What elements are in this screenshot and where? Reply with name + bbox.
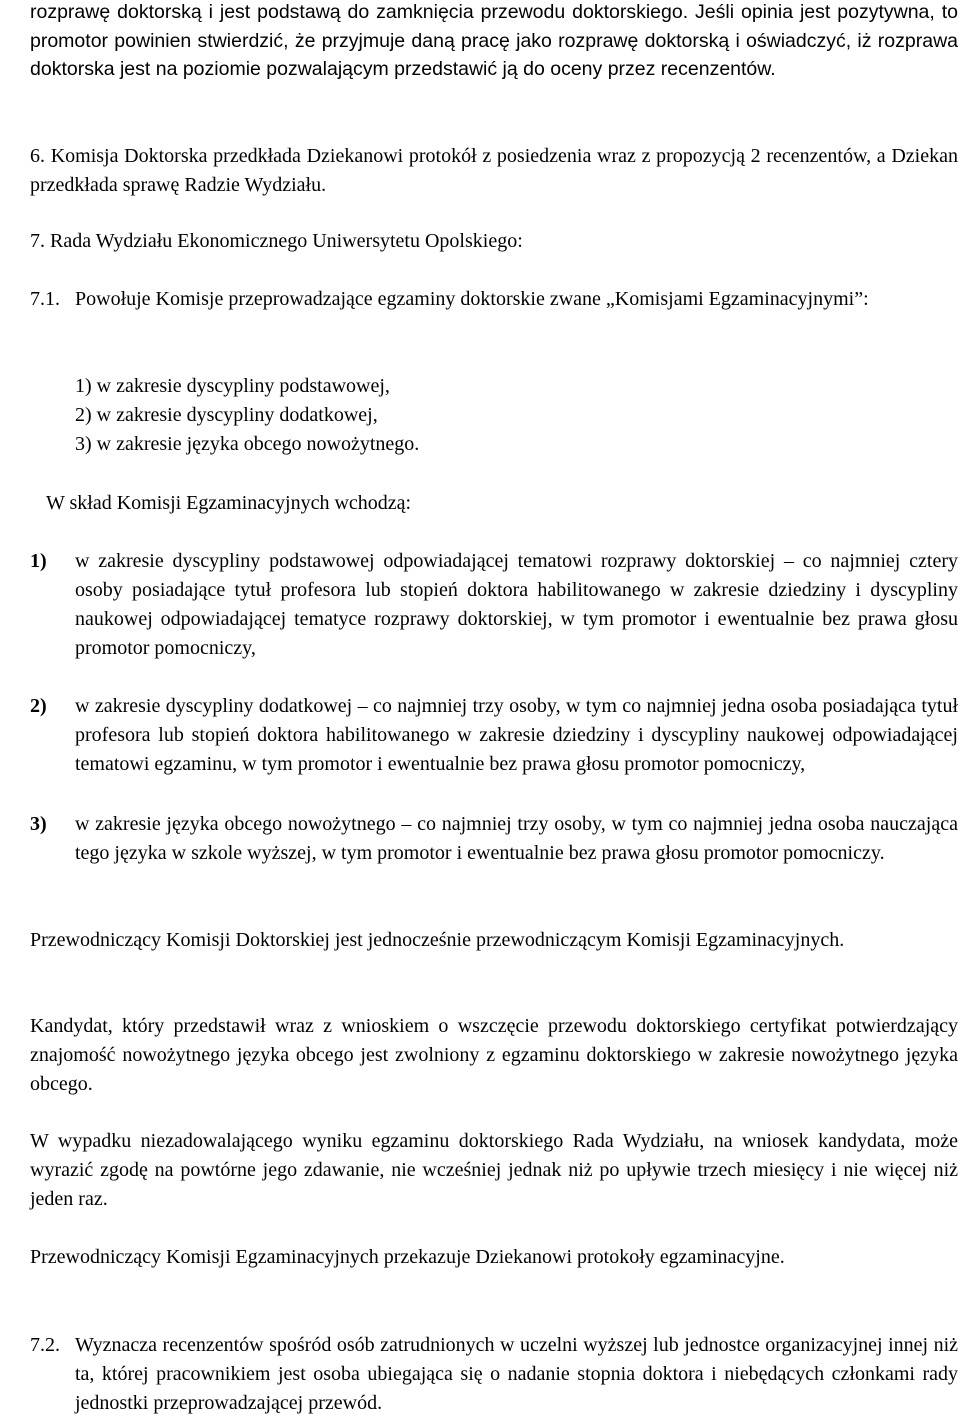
- list-item: 3) w zakresie języka obcego nowożytnego.: [75, 433, 420, 455]
- paragraph-6: 6. Komisja Doktorska przedkłada Dziekanowi protokół z posiedzenia wraz z propozycją 2 recenzentów, a Dziekan przedkłada sprawę Radzie Wydziału.: [30, 145, 958, 196]
- paragraph-sklad: W skład Komisji Egzaminacyjnych wchodzą:: [46, 492, 412, 514]
- paragraph-7: 7. Rada Wydziału Ekonomicznego Uniwersytetu Opolskiego:: [30, 230, 523, 252]
- paragraph-7-2-text: Wyznacza recenzentów spośród osób zatrudnionych w uczelni wyższej lub jednostce organizacyjnej innej niż ta, której pracownikiem jest osoba ubiegająca się o nadanie stopnia doktora i niebędących członkami rady jednostki przeprowadzającej przewód.: [75, 1334, 958, 1414]
- list-item-text: w zakresie języka obcego nowożytnego – co najmniej trzy osoby, w tym co najmniej jedna osoba nauczająca tego języka w szkole wyższej, w tym promotor i ewentualnie bez prawa głosu promotor pomocniczy.: [75, 813, 958, 864]
- list-item: [30, 692, 958, 779]
- list-item: [30, 547, 958, 663]
- list-item: 2) w zakresie dyscypliny dodatkowej,: [75, 404, 378, 426]
- paragraph-przewodniczacy: Przewodniczący Komisji Doktorskiej jest jednocześnie przewodniczącym Komisji Egzaminacyjnych.: [30, 929, 845, 951]
- paragraph-7-1-text: Powołuje Komisje przeprowadzające egzaminy doktorskie zwane „Komisjami Egzaminacyjnymi”:: [75, 288, 869, 310]
- list-item-number: 1): [30, 550, 47, 572]
- paragraph-przekazuje: Przewodniczący Komisji Egzaminacyjnych przekazuje Dziekanowi protokoły egzaminacyjne.: [30, 1246, 785, 1268]
- list-item-text: w zakresie dyscypliny podstawowej odpowiadającej tematowi rozprawy doktorskiej – co najmniej cztery osoby posiadające tytuł profesora lub stopień doktora habilitowanego w zakresie dziedziny i dyscypliny naukowej odpowiadającej tematyce rozprawy doktorskiej, w tym promotor i ewentualnie bez prawa głosu promotor pomocniczy,: [75, 550, 958, 659]
- list-item: 1) w zakresie dyscypliny podstawowej,: [75, 375, 390, 397]
- paragraph-7-1-number: 7.1.: [30, 288, 60, 310]
- paragraph-intro: rozprawę doktorską i jest podstawą do zamknięcia przewodu doktorskiego. Jeśli opinia jest pozytywna, to promotor powinien stwierdzić, że przyjmuje daną pracę jako rozprawę doktorską i oświadczyć, iż rozprawa doktorska jest na poziomie pozwalającym przedstawić ją do oceny przez recenzentów.: [30, 1, 958, 80]
- list-item-number: 3): [30, 813, 47, 835]
- paragraph-7-1: [30, 285, 958, 314]
- list-item-text: w zakresie dyscypliny dodatkowej – co najmniej trzy osoby, w tym co najmniej jedna osoba posiadająca tytuł profesora lub stopień doktora habilitowanego w zakresie dziedziny i dyscypliny naukowej odpowiadającej tematowi egzaminu, w tym promotor i ewentualnie bez prawa głosu promotor pomocniczy,: [75, 695, 958, 775]
- paragraph-wypadek: W wypadku niezadowalającego wyniku egzaminu doktorskiego Rada Wydziału, na wniosek kandydata, może wyrazić zgodę na powtórne jego zdawanie, nie wcześniej jednak niż po upływie trzech miesięcy i nie więcej niż jeden raz.: [30, 1130, 958, 1210]
- paragraph-7-2: [30, 1331, 958, 1418]
- list-item-number: 2): [30, 695, 47, 717]
- list-item: [30, 810, 958, 868]
- paragraph-7-2-number: 7.2.: [30, 1334, 60, 1356]
- paragraph-kandydat: Kandydat, który przedstawił wraz z wnioskiem o wszczęcie przewodu doktorskiego certyfikat potwierdzający znajomość nowożytnego języka obcego jest zwolniony z egzaminu doktorskiego w zakresie nowożytnego języka obcego.: [30, 1015, 958, 1095]
